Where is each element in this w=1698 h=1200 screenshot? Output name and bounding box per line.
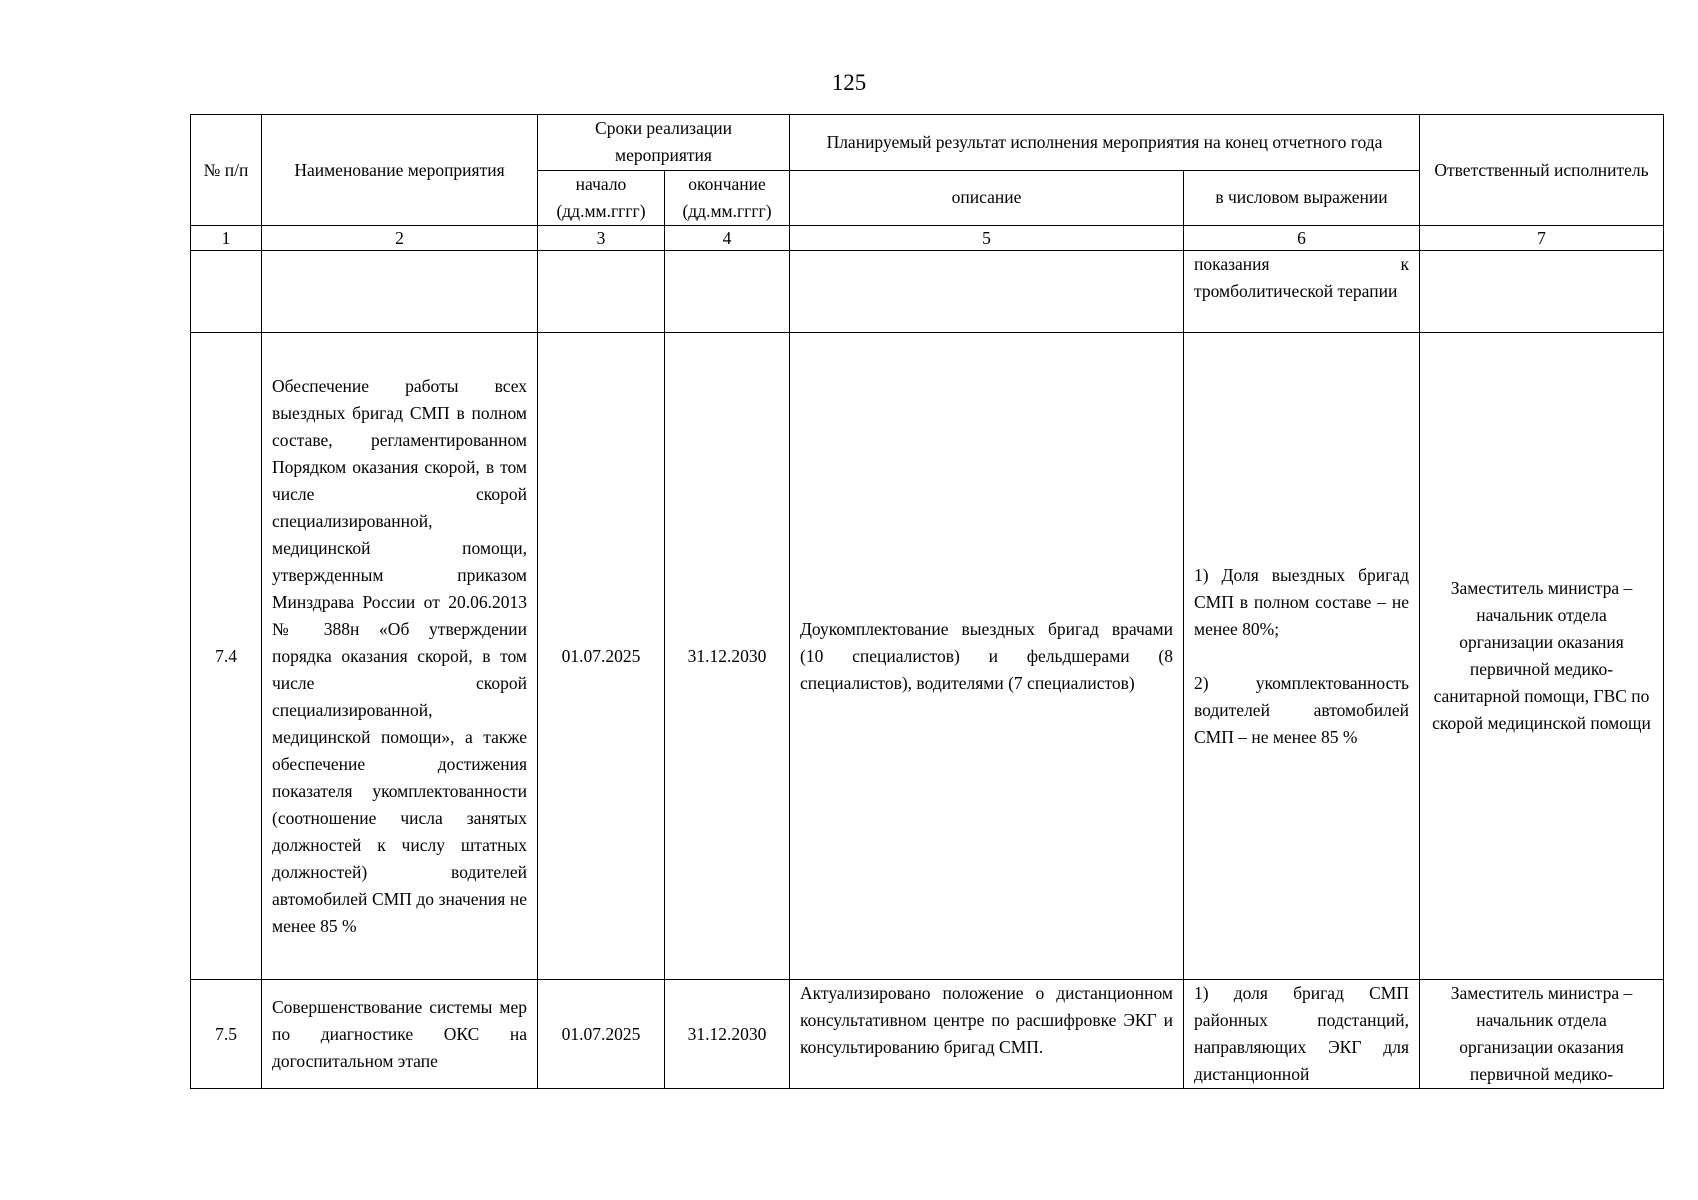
table-row — [191, 980, 1664, 1089]
header-row-1 — [191, 115, 1664, 171]
result-numeric-item: 2) укомплектованность водителей автомобилей СМП – не менее 85 % — [1194, 672, 1409, 747]
header-end-date: окончание (дд.мм.гггг) — [665, 170, 790, 226]
result-numeric-item: показания к тромболитической терапии — [1194, 254, 1409, 301]
header-responsible: Ответственный исполнитель — [1420, 115, 1664, 226]
column-number-row — [191, 226, 1664, 251]
row-number: 7.4 — [191, 333, 262, 980]
column-number: 6 — [1184, 226, 1420, 251]
row-number — [191, 251, 262, 333]
header-activity-name: Наименование мероприятия — [262, 115, 538, 226]
end-date: 31.12.2030 — [665, 980, 790, 1089]
end-date: 31.12.2030 — [665, 333, 790, 980]
row-number: 7.5 — [191, 980, 262, 1089]
table-row — [191, 251, 1664, 333]
header-number: № п/п — [191, 115, 262, 226]
result-description — [790, 251, 1184, 333]
column-number: 3 — [538, 226, 665, 251]
activity-name: Совершенствование системы мер по диагностике ОКС на догоспитальном этапе — [262, 980, 538, 1089]
column-number: 5 — [790, 226, 1184, 251]
column-number: 7 — [1420, 226, 1664, 251]
table-row — [191, 333, 1664, 980]
result-description: Доукомплектование выездных бригад врачами (10 специалистов) и фельдшерами (8 специалистов), водителями (7 специалистов) — [790, 333, 1184, 980]
end-date — [665, 251, 790, 333]
responsible-executor: Заместитель министра – начальник отдела организации оказания первичной медико- — [1420, 980, 1664, 1089]
start-date — [538, 251, 665, 333]
start-date: 01.07.2025 — [538, 333, 665, 980]
result-description: Актуализировано положение о дистанционном консультативном центре по расшифровке ЭКГ и консультированию бригад СМП. — [790, 980, 1184, 1089]
result-numeric — [1184, 333, 1420, 980]
responsible-executor: Заместитель министра – начальник отдела организации оказания первичной медико-санитарной помощи, ГВС по скорой медицинской помощи — [1420, 333, 1664, 980]
responsible-executor — [1420, 251, 1664, 333]
activity-name: Обеспечение работы всех выездных бригад СМП в полном составе, регламентированном Порядком оказания скорой, в том числе скорой специализированной, медицинской помощи, утвержденным приказом Минздрава России от 20.06.2013 № 388н «Об утверждении порядка оказания скорой, в том числе скорой специализированной, медицинской помощи», а также обеспечение достижения показателя укомплектованности (соотношение числа занятых должностей к числу штатных должностей) водителей автомобилей СМП до значения не менее 85 % — [262, 333, 538, 980]
result-numeric — [1184, 251, 1420, 333]
start-date: 01.07.2025 — [538, 980, 665, 1089]
result-numeric — [1184, 980, 1420, 1089]
result-numeric-item: 1) Доля выездных бригад СМП в полном составе – не менее 80%; — [1194, 564, 1409, 639]
column-number: 4 — [665, 226, 790, 251]
action-plan-table — [190, 114, 1664, 1089]
header-numeric: в числовом выражении — [1184, 170, 1420, 226]
header-description: описание — [790, 170, 1184, 226]
result-numeric-item: 1) доля бригад СМП районных подстанций, направляющих ЭКГ для дистанционной — [1194, 983, 1409, 1084]
column-number: 1 — [191, 226, 262, 251]
column-number: 2 — [262, 226, 538, 251]
activity-name — [262, 251, 538, 333]
header-start-date: начало (дд.мм.гггг) — [538, 170, 665, 226]
header-terms: Сроки реализации мероприятия — [538, 115, 790, 171]
page-number: 125 — [831, 70, 867, 95]
header-planned-result: Планируемый результат исполнения мероприятия на конец отчетного года — [790, 115, 1420, 171]
